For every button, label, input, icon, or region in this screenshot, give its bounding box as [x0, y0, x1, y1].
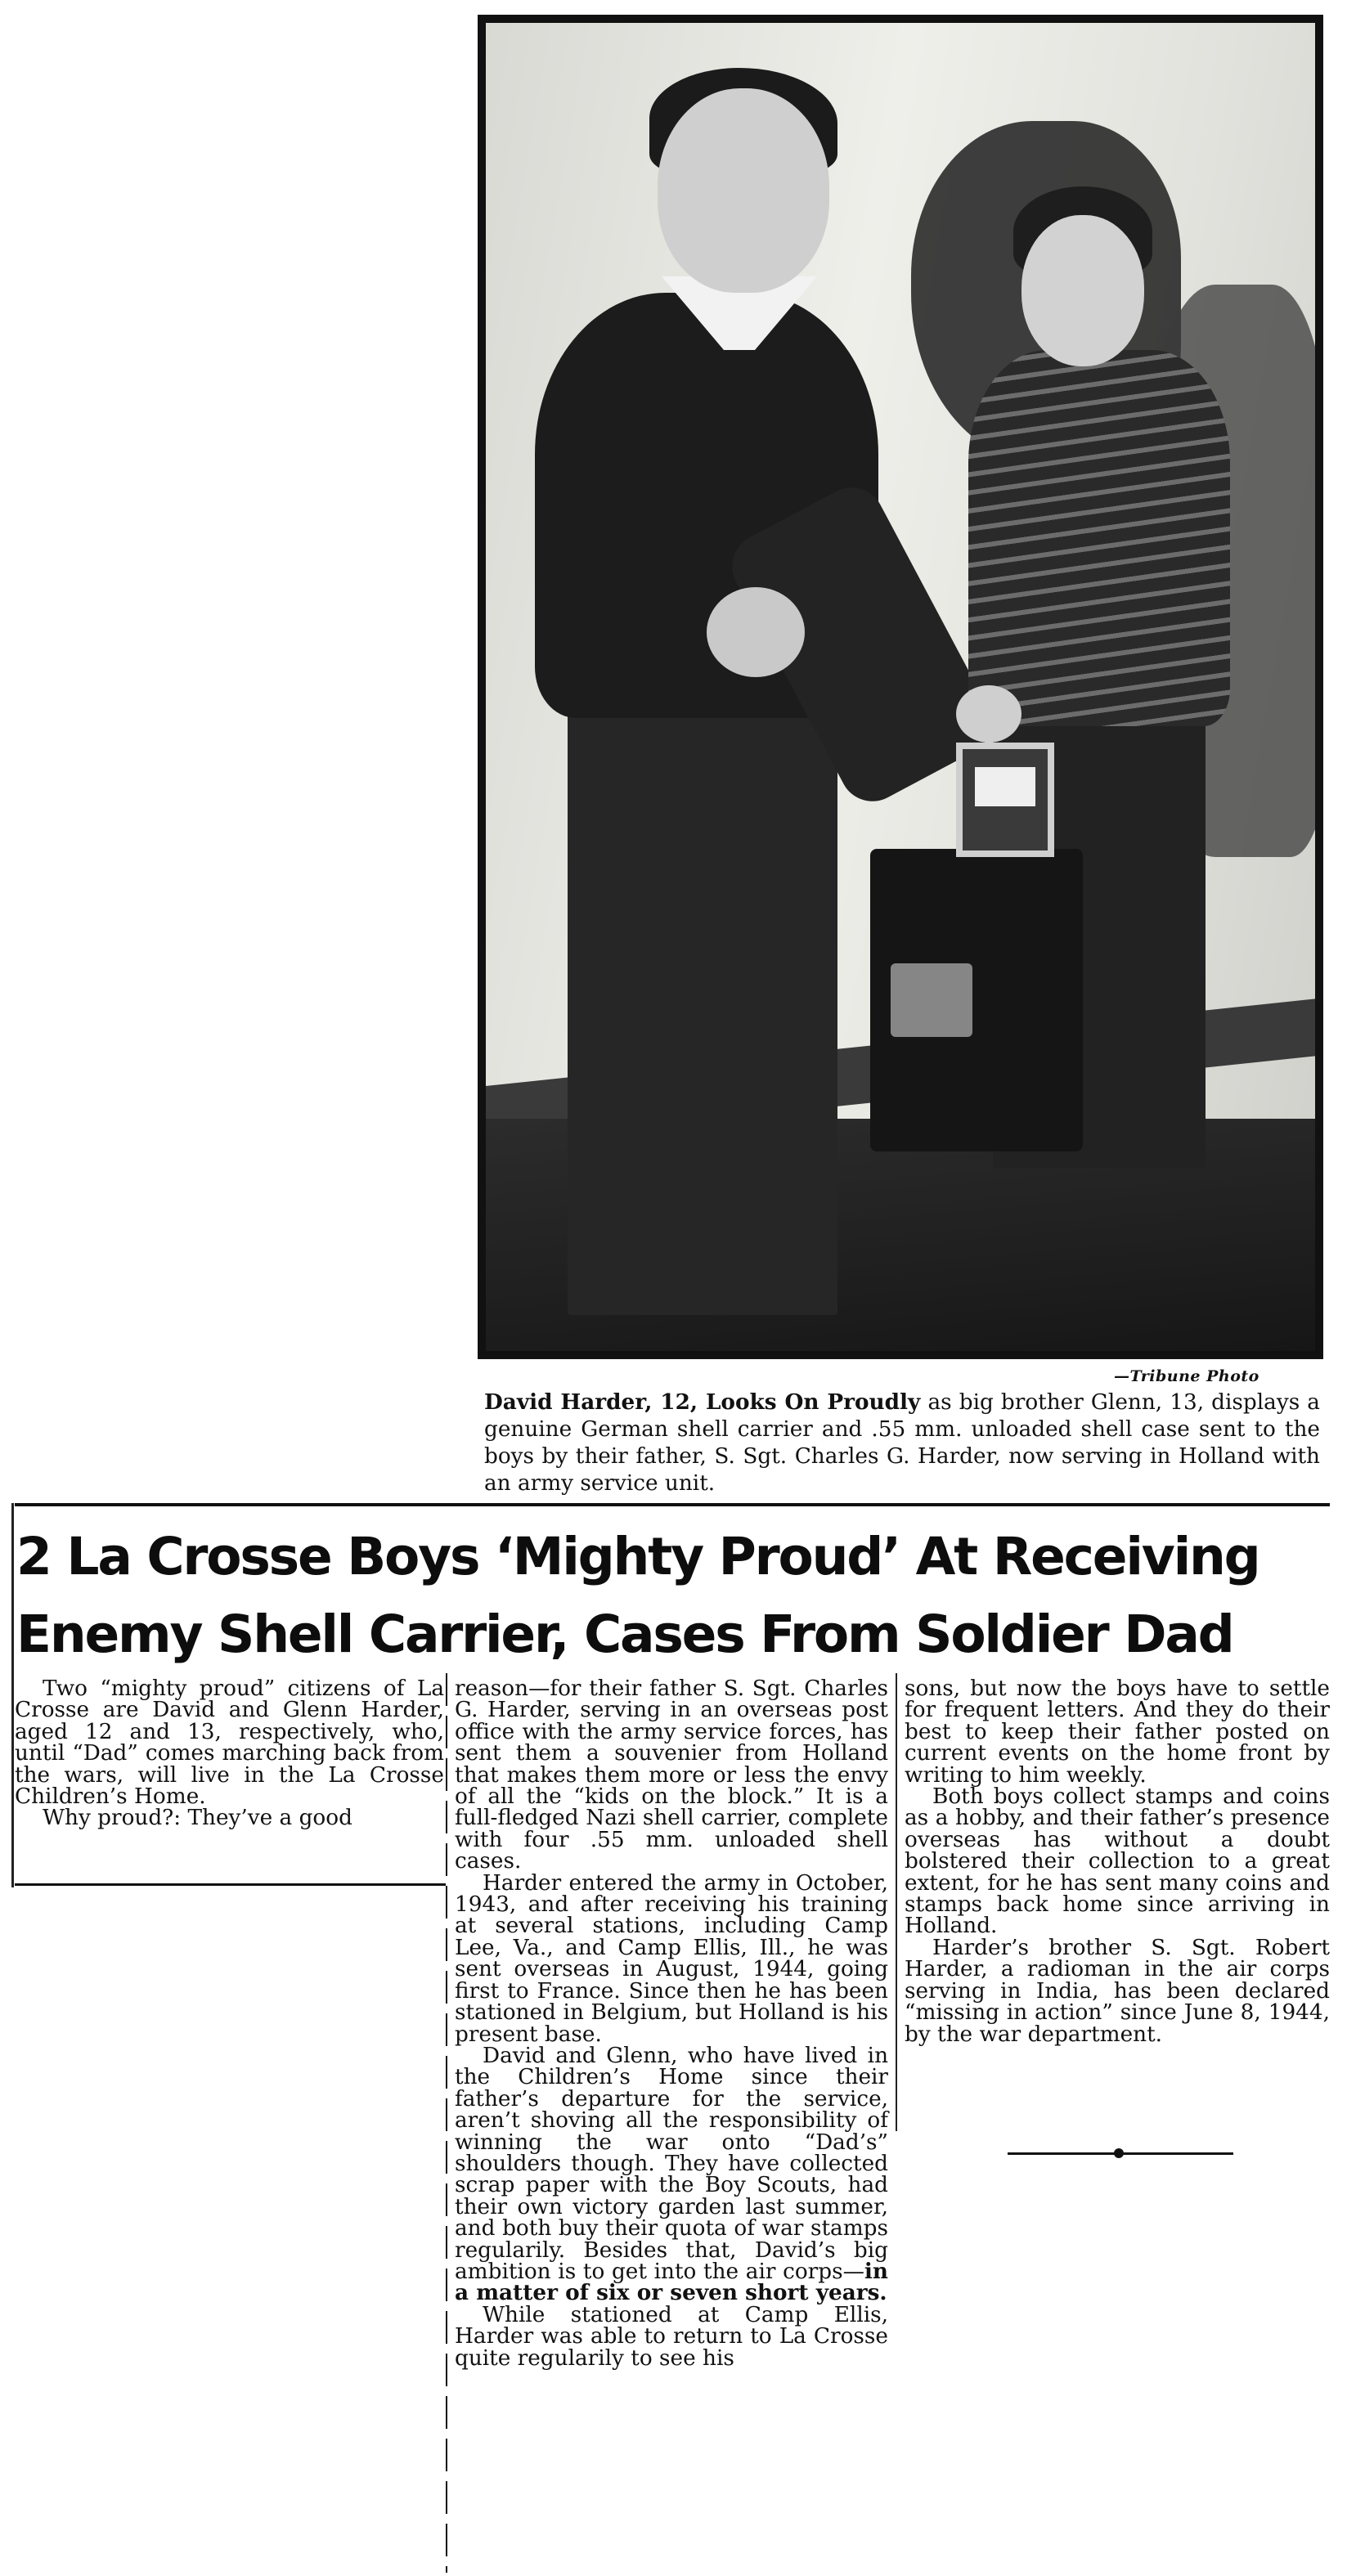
- caption-text: as big brother Glenn, 13, displays a genuine German shell carrier and .55 mm. unloaded shell case sent to the boys by their father, S. Sgt. Charles G. Harder, now serving in Holland with an army service unit.: [484, 1390, 1320, 1496]
- photo-shell-case-label: [975, 767, 1035, 806]
- photo-figure-glenn-hand: [707, 587, 805, 677]
- paragraph: Two “mighty proud” citizens of La Crosse are David and Glenn Harder, aged 12 and 13, respectively, who, until “Dad” comes marching back from the wars, will live in the La Crosse Children’s Home.: [15, 1676, 444, 1810]
- caption-lead: David Harder, 12, Looks On Proudly: [484, 1389, 921, 1415]
- section-rule: [15, 1503, 1330, 1506]
- paragraph: [455, 2045, 888, 2304]
- article-headline: [16, 1518, 1333, 1673]
- column-divider: [896, 1673, 897, 2131]
- paragraph: reason—for their father S. Sgt. Charles G. Harder, serving in an overseas post office with the army service forces, has sent them a souvenier from Holland that makes them more or less the envy of all the “kids on the block.” It is a full-fledged Nazi shell carrier, complete with four .55 mm. unloaded shell cases.: [455, 1676, 888, 1874]
- article-column-1: [15, 1678, 444, 1829]
- article-column-3: [905, 1678, 1330, 2045]
- column-divider: [446, 1673, 447, 2573]
- paragraph: Why proud?: They’ve a good: [43, 1806, 352, 1831]
- article-end-dot: [1114, 2148, 1124, 2158]
- headline-line-2: Enemy Shell Carrier, Cases From Soldier Dad: [16, 1604, 1233, 1664]
- paragraph: Both boys collect stamps and coins as a hobby, and their father’s presence overseas has without a doubt bolstered their collection to a great extent, for he has sent many coins and stamps back home since arriving in Holland.: [905, 1784, 1330, 1939]
- paragraph: Harder entered the army in October, 1943, and after receiving his training at several stations, including Camp Lee, Va., and Camp Ellis, Ill., he was sent overseas in August, 1944, going first to France. Since then he has been stationed in Belgium, but Holland is his present base.: [455, 1870, 888, 2047]
- photo-caption: [484, 1389, 1320, 1497]
- photo-credit: —Tribune Photo: [1114, 1367, 1259, 1385]
- paragraph: sons, but now the boys have to settle for frequent letters. And they do their best to keep their father posted on current events on the home front by writing to him weekly.: [905, 1676, 1330, 1788]
- paragraph: While stationed at Camp Ellis, Harder was able to return to La Crosse quite regularily to see his: [455, 2302, 888, 2371]
- photo-figure-david-sweater: [968, 350, 1230, 726]
- paragraph-emphasis: in a matter of six or seven short years.: [455, 2258, 888, 2306]
- paragraph-text: David and Glenn, who have lived in the Children’s Home since their father’s departure for the service, aren’t shoving all the responsibility of winning the war onto “Dad’s” shoulders though. They have collected scrap paper with the Boy Scouts, had their own victory garden last summer, and both buy their quota of war stamps regularily. Besides that, David’s big ambition is to get into the air corps—: [455, 2043, 888, 2284]
- photo-figure-glenn-head: [658, 88, 829, 293]
- headline-line-1: 2 La Crosse Boys ‘Mighty Proud’ At Receiving: [16, 1527, 1259, 1586]
- photo-figure-glenn-legs: [568, 693, 837, 1315]
- article-column-2: [455, 1678, 888, 2369]
- news-photo: [478, 15, 1323, 1359]
- left-border-rule: [11, 1503, 14, 1887]
- photo-carrier-label: [891, 963, 972, 1037]
- photo-figure-david-hand: [956, 685, 1021, 743]
- column-end-rule: [15, 1883, 446, 1886]
- photo-figure-david-head: [1021, 215, 1144, 366]
- paragraph: Harder’s brother S. Sgt. Robert Harder, a radioman in the air corps serving in India, has been declared “missing in action” since June 8, 1944, by the war department.: [905, 1935, 1330, 2047]
